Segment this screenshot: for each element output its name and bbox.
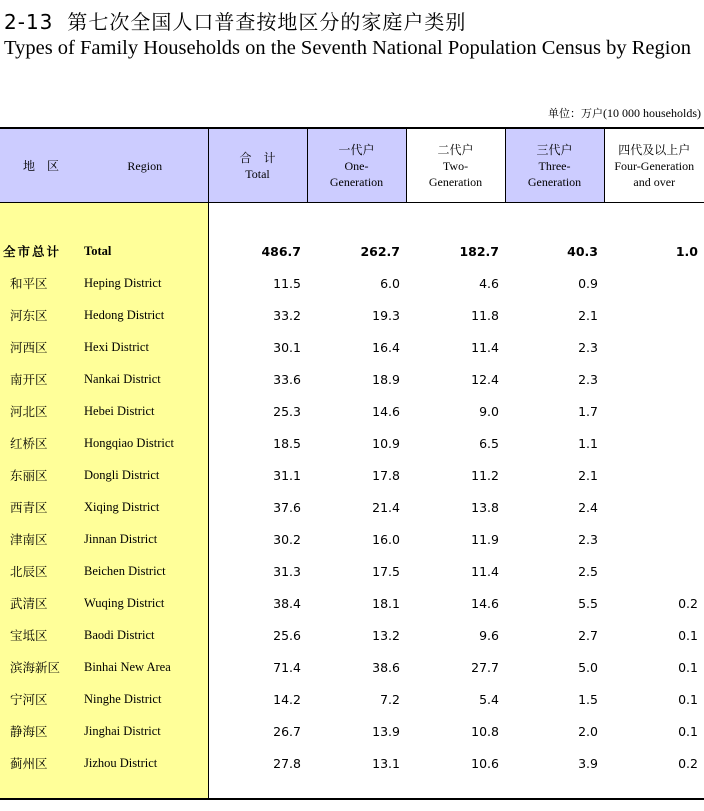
region-name-cn: 河东区 (0, 299, 82, 331)
value-four (604, 427, 704, 459)
value-total: 30.1 (208, 331, 307, 363)
header-row (0, 128, 704, 203)
region-name-cn: 河北区 (0, 395, 82, 427)
value-two: 11.9 (471, 531, 499, 547)
table-row (0, 427, 704, 459)
region-name-cn: 北辰区 (0, 555, 82, 587)
value-two: 10.8 (471, 723, 499, 739)
value-three: 2.0 (578, 723, 598, 739)
value-three: 2.3 (578, 531, 598, 547)
region-name-cn: 津南区 (0, 523, 82, 555)
unit-label (548, 105, 701, 121)
region-name-cn: 武清区 (0, 587, 82, 619)
value-one: 18.9 (372, 371, 400, 387)
value-three: 1.7 (578, 403, 598, 419)
value-three: 1.1 (578, 435, 598, 451)
value-two: 11.4 (471, 563, 499, 579)
unit-en: (10 000 households) (603, 106, 701, 120)
households-table (0, 127, 704, 800)
table-title-cn (4, 6, 466, 35)
value-two: 6.5 (479, 435, 499, 451)
region-name-en: Hedong District (82, 299, 208, 331)
value-one: 6.0 (380, 275, 400, 291)
value-four: 0.2 (678, 755, 698, 771)
table-row (0, 395, 704, 427)
value-two: 182.7 (459, 243, 499, 259)
value-four: 0.1 (678, 659, 698, 675)
region-name-cn: 滨海新区 (0, 651, 82, 683)
value-two: 11.4 (471, 339, 499, 355)
value-one: 7.2 (380, 691, 400, 707)
table-row (0, 747, 704, 779)
header-total: 合 计 Total (208, 128, 307, 203)
total-row (0, 235, 704, 267)
table-row (0, 555, 704, 587)
table-row (0, 587, 704, 619)
value-one: 13.1 (372, 755, 400, 771)
table-row (0, 363, 704, 395)
value-total: 14.2 (208, 683, 307, 715)
value-one: 17.5 (372, 563, 400, 579)
value-three: 5.5 (578, 595, 598, 611)
value-two: 11.2 (471, 467, 499, 483)
region-name-cn: 静海区 (0, 715, 82, 747)
header-four-generation: 四代及以上户 Four-Generation and over (604, 128, 704, 203)
table-row (0, 715, 704, 747)
value-total: 18.5 (208, 427, 307, 459)
table-row (0, 523, 704, 555)
value-total: 33.6 (208, 363, 307, 395)
region-name-en: Wuqing District (82, 587, 208, 619)
value-total: 25.6 (208, 619, 307, 651)
table-row (0, 683, 704, 715)
value-one: 13.9 (372, 723, 400, 739)
value-two: 4.6 (479, 275, 499, 291)
region-name-en: Binhai New Area (82, 651, 208, 683)
value-four: 1.0 (675, 243, 698, 259)
region-name-en: Dongli District (82, 459, 208, 491)
region-name-en: Jinnan District (82, 523, 208, 555)
region-name-en: Hebei District (82, 395, 208, 427)
table-row (0, 651, 704, 683)
region-name-cn: 红桥区 (0, 427, 82, 459)
value-total: 25.3 (208, 395, 307, 427)
header-one-generation: 一代户 One- Generation (307, 128, 406, 203)
region-name-cn: 西青区 (0, 491, 82, 523)
value-three: 40.3 (567, 243, 598, 259)
value-total: 31.1 (208, 459, 307, 491)
value-four: 0.1 (678, 691, 698, 707)
table-row (0, 619, 704, 651)
value-one: 262.7 (360, 243, 400, 259)
value-two: 11.8 (471, 307, 499, 323)
table-body (0, 203, 704, 800)
header-three-generation: 三代户 Three- Generation (505, 128, 604, 203)
title-cn-text: 第七次全国人口普查按地区分的家庭户类别 (67, 10, 467, 34)
region-name-en: Nankai District (82, 363, 208, 395)
region-name-en: Jizhou District (82, 747, 208, 779)
value-two: 14.6 (471, 595, 499, 611)
table-row (0, 491, 704, 523)
value-one: 18.1 (372, 595, 400, 611)
region-name-en: Baodi District (82, 619, 208, 651)
value-one: 14.6 (372, 403, 400, 419)
header-region-en: Region (82, 128, 208, 203)
value-four (604, 491, 704, 523)
value-total: 37.6 (208, 491, 307, 523)
region-name-en: Xiqing District (82, 491, 208, 523)
value-four (604, 299, 704, 331)
table-end-row (0, 779, 704, 799)
value-three: 2.1 (578, 307, 598, 323)
value-one: 10.9 (372, 435, 400, 451)
value-two: 10.6 (471, 755, 499, 771)
value-total: 11.5 (208, 267, 307, 299)
value-one: 13.2 (372, 627, 400, 643)
region-name-en: Total (82, 235, 208, 267)
value-three: 2.4 (578, 499, 598, 515)
value-four: 0.1 (678, 723, 698, 739)
region-name-en: Beichen District (82, 555, 208, 587)
value-one: 21.4 (372, 499, 400, 515)
region-name-en: Jinghai District (82, 715, 208, 747)
header-two-generation: 二代户 Two- Generation (406, 128, 505, 203)
region-name-cn: 南开区 (0, 363, 82, 395)
value-one: 16.0 (372, 531, 400, 547)
value-four (604, 395, 704, 427)
value-four: 0.1 (678, 627, 698, 643)
value-three: 2.7 (578, 627, 598, 643)
region-name-en: Ninghe District (82, 683, 208, 715)
value-one: 19.3 (372, 307, 400, 323)
value-three: 5.0 (578, 659, 598, 675)
value-four (604, 363, 704, 395)
value-total: 26.7 (208, 715, 307, 747)
value-two: 12.4 (471, 371, 499, 387)
value-total: 31.3 (208, 555, 307, 587)
value-three: 2.1 (578, 467, 598, 483)
value-four (604, 555, 704, 587)
table-row (0, 267, 704, 299)
value-two: 27.7 (471, 659, 499, 675)
value-four (604, 523, 704, 555)
value-four (604, 267, 704, 299)
value-four: 0.2 (678, 595, 698, 611)
region-name-cn: 河西区 (0, 331, 82, 363)
value-four (604, 331, 704, 363)
value-two: 5.4 (479, 691, 499, 707)
value-total: 71.4 (208, 651, 307, 683)
value-one: 38.6 (372, 659, 400, 675)
value-three: 2.5 (578, 563, 598, 579)
header-region-cn: 地 区 (0, 128, 82, 203)
table-row (0, 299, 704, 331)
value-three: 0.9 (578, 275, 598, 291)
value-two: 9.0 (479, 403, 499, 419)
table-title-en: Types of Family Households on the Seventh National Population Census by Region (4, 37, 691, 59)
value-two: 13.8 (471, 499, 499, 515)
value-total: 27.8 (208, 747, 307, 779)
region-name-en: Hongqiao District (82, 427, 208, 459)
region-name-cn: 宁河区 (0, 683, 82, 715)
table-row (0, 459, 704, 491)
value-one: 16.4 (372, 339, 400, 355)
value-total: 33.2 (208, 299, 307, 331)
value-three: 1.5 (578, 691, 598, 707)
table-number: 2-13 (4, 10, 54, 34)
value-two: 9.6 (479, 627, 499, 643)
region-name-cn: 宝坻区 (0, 619, 82, 651)
value-three: 2.3 (578, 371, 598, 387)
spacer-row (0, 203, 704, 236)
value-one: 17.8 (372, 467, 400, 483)
value-four (604, 459, 704, 491)
value-total: 486.7 (208, 235, 307, 267)
unit-cn: 单位：万户 (548, 107, 603, 120)
region-name-cn: 东丽区 (0, 459, 82, 491)
value-total: 38.4 (208, 587, 307, 619)
region-name-cn: 和平区 (0, 267, 82, 299)
value-total: 30.2 (208, 523, 307, 555)
table-row (0, 331, 704, 363)
region-name-en: Hexi District (82, 331, 208, 363)
value-three: 2.3 (578, 339, 598, 355)
region-name-cn: 蓟州区 (0, 747, 82, 779)
value-three: 3.9 (578, 755, 598, 771)
region-name-en: Heping District (82, 267, 208, 299)
region-name-cn: 全市总计 (0, 235, 82, 267)
